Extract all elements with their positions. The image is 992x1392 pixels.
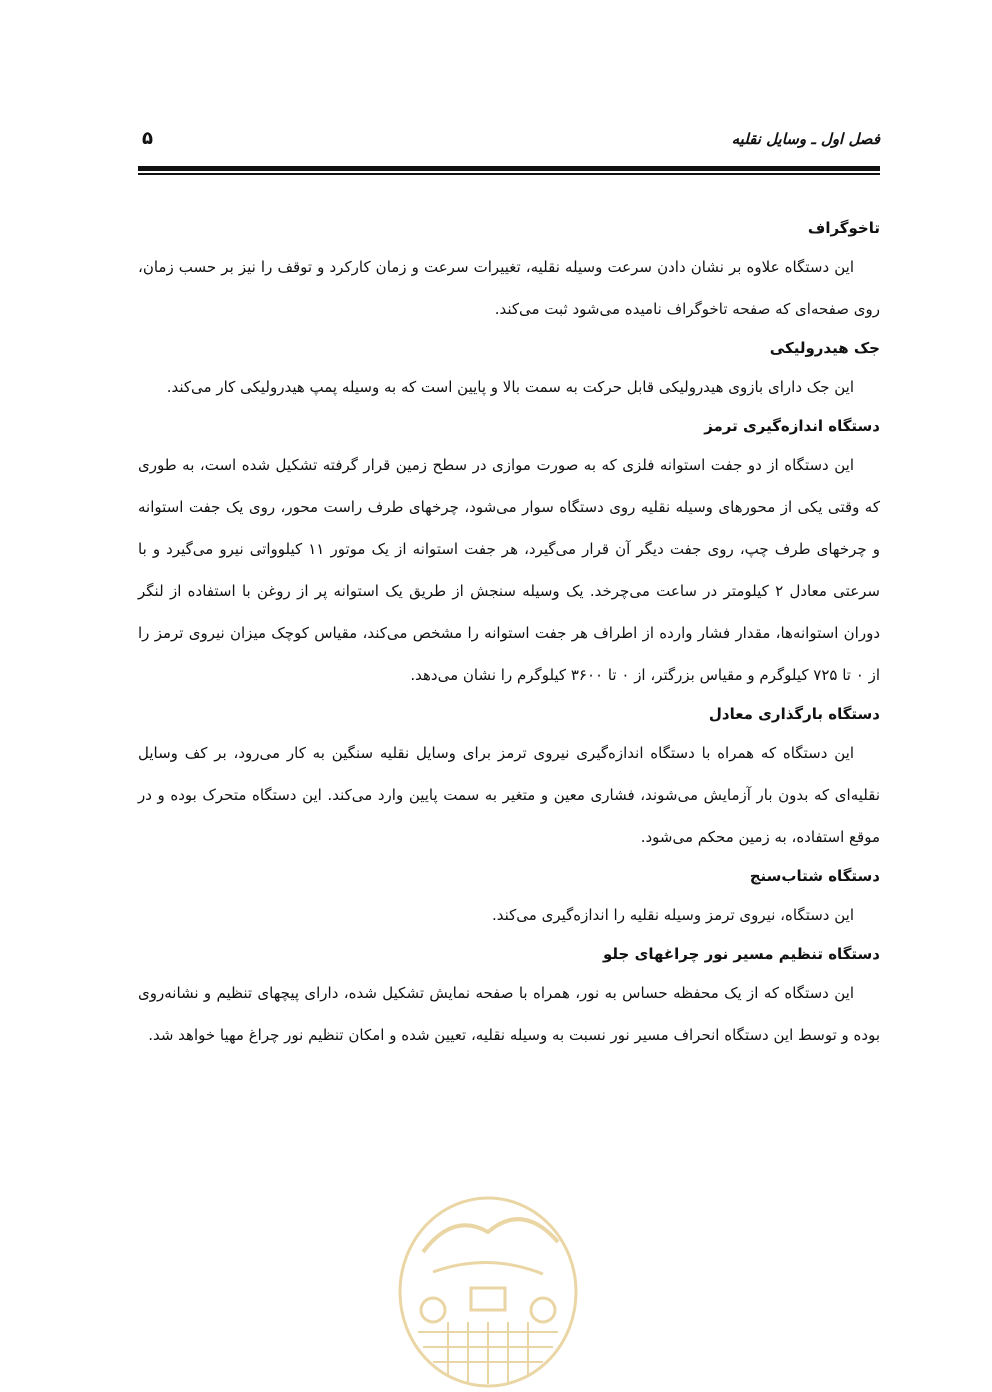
section-heading: دستگاه اندازه‌گیری ترمز [704,417,880,435]
section-heading: جک هیدرولیکی [769,339,880,357]
section-paragraph: این دستگاه، نیروی ترمز وسیله نقلیه را اندازه‌گیری می‌کند. [491,906,854,924]
section-headlight-aligner [138,936,880,1056]
section-accelerometer [138,858,880,936]
watermark-logo-icon [393,1192,583,1388]
section-paragraph: این دستگاه که از یک محفظه حساس به نور، همراه با صفحه نمایش تشکیل شده، دارای پیچهای تنظیم و نشانه‌روی بوده و توسط این دستگاه انحراف مسیر نور نسبت به وسیله نقلیه، تعیین شده و امکان تنظیم نور چراغ مهیا خواهد شد. [138,984,880,1044]
section-tachograph [138,210,880,330]
section-heading: دستگاه شتاب‌سنج [749,867,880,885]
section-paragraph: این دستگاه که همراه با دستگاه اندازه‌گیری نیروی ترمز برای وسایل نقلیه سنگین به کار می‌رود، بر کف وسایل نقلیه‌ای که بدون بار آزمایش می‌شوند، فشاری معین و متغیر به سمت پایین وارد می‌کند. این دستگاه متحرک بوده و در موقع استفاده، به زمین محکم می‌شود. [138,744,880,846]
section-paragraph: این دستگاه علاوه بر نشان دادن سرعت وسیله نقلیه، تغییرات سرعت و زمان کارکرد و توقف را نیز بر حسب زمان، روی صفحه‌ای که صفحه تاخوگراف نامیده می‌شود ثبت می‌کند. [138,258,880,318]
page-number: ۵ [142,128,153,149]
section-heading: تاخوگراف [807,219,880,237]
section-paragraph: این جک دارای بازوی هیدرولیکی قابل حرکت به سمت بالا و پایین است که به وسیله پمپ هیدرولیکی کار می‌کند. [166,378,854,396]
section-heading: دستگاه بارگذاری معادل [708,705,880,723]
header-rule-thin [138,173,880,175]
section-equivalent-load [138,696,880,858]
section-brake-tester [138,408,880,696]
section-paragraph: این دستگاه از دو جفت استوانه فلزی که به صورت موازی در سطح زمین قرار گرفته تشکیل شده است، به طوری که وقتی یکی از محورهای وسیله نقلیه روی دستگاه سوار می‌شود، چرخهای طرف راست محور، روی یک جفت استوانه و چرخهای طرف چپ، روی جفت دیگر آن قرار می‌گیرد، هر جفت استوانه از یک موتور ۱۱ کیلوواتی نیرو می‌گیرد و با سرعتی معادل ۲ کیلومتر در ساعت می‌چرخد. یک وسیله سنجش از طریق یک استوانه پر از روغن با استفاده از لنگر دوران استوانه‌ها، مقدار فشار وارده از اطراف هر جفت استوانه را مشخص می‌کند، مقیاس کوچک میزان نیروی ترمز را از ۰ تا ۷۲۵ کیلوگرم و مقیاس بزرگتر، از ۰ تا ۳۶۰۰ کیلوگرم را نشان می‌دهد. [138,456,881,684]
chapter-title: فصل اول ـ وسایل نقلیه [731,130,880,148]
publisher-watermark [393,1192,583,1388]
section-heading: دستگاه تنظیم مسیر نور چراغهای جلو [603,945,880,963]
body-content [138,210,880,1056]
running-header [138,128,880,160]
header-rule-thick [138,166,880,171]
section-hydraulic-jack [138,330,880,408]
